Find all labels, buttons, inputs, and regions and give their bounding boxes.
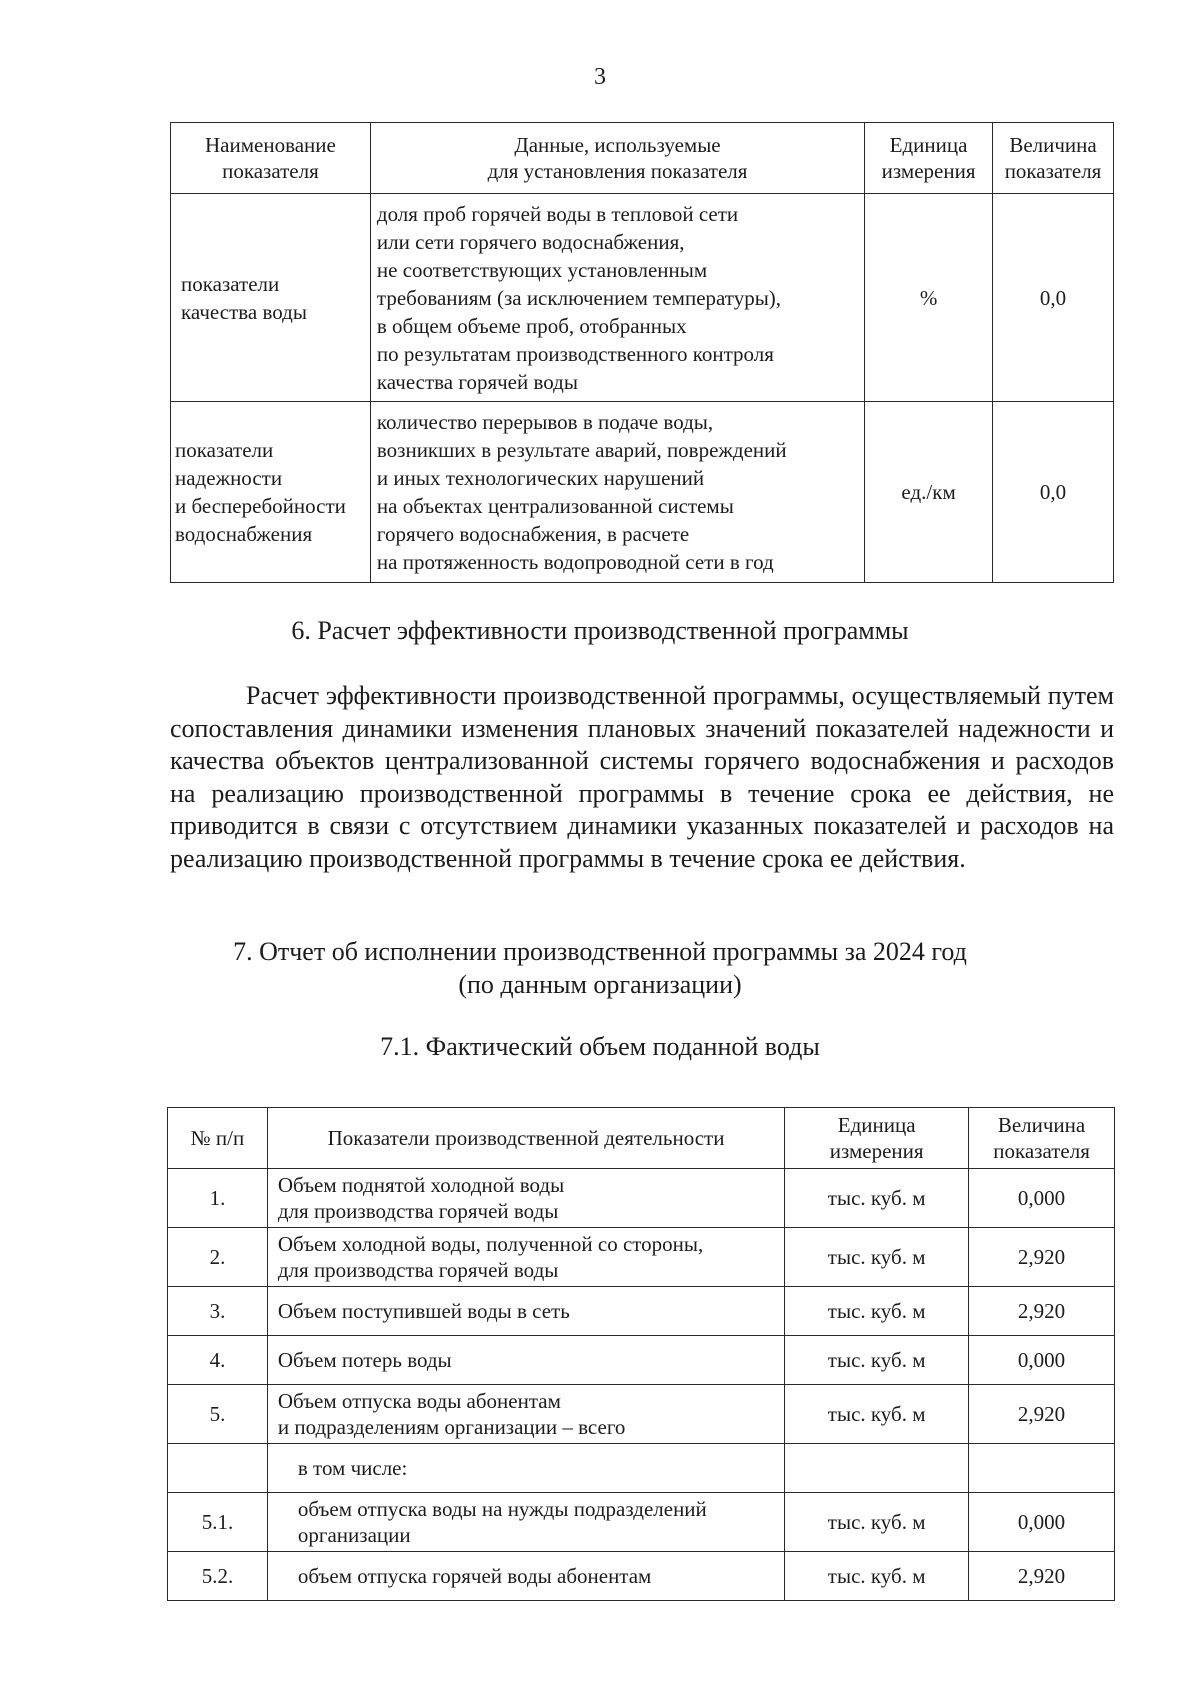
row-value: 0,000 (969, 1169, 1115, 1228)
row-indicator: Объем холодной воды, полученной со стороны, для производства горячей воды (267, 1228, 784, 1287)
indicator-data: количество перерывов в подаче воды, возникших в результате аварий, повреждений и иных технологических нарушений на объектах централизованной системы горячего водоснабжения, в расчете на протяженность водопроводной сети в год (370, 402, 864, 583)
header-unit: Единица измерения (785, 1108, 969, 1169)
table-row (171, 194, 1114, 402)
indicator-data: доля проб горячей воды в тепловой сети или сети горячего водоснабжения, не соответствующих установленным требованиям (за исключением температуры), в общем объеме проб, отобранных по результатам производственного контроля качества горячей воды (370, 194, 864, 402)
section-7-1-heading: 7.1. Фактический объем поданной воды (380, 1032, 820, 1061)
row-number: 2. (168, 1228, 268, 1287)
row-indicator: Объем поступившей воды в сеть (267, 1287, 784, 1336)
table-row (168, 1552, 1115, 1601)
row-number (168, 1444, 268, 1493)
table-header-row (171, 123, 1114, 194)
row-indicator: в том числе: (267, 1444, 784, 1493)
row-number: 5.1. (168, 1493, 268, 1552)
row-value: 0,000 (969, 1493, 1115, 1552)
section-6-heading: 6. Расчет эффективности производственной программы (291, 616, 909, 645)
header-indicator-name: Наименование показателя (171, 123, 371, 194)
row-value: 2,920 (969, 1552, 1115, 1601)
quality-indicators-table (170, 122, 1114, 583)
page-number: 3 (594, 64, 606, 90)
row-unit: тыс. куб. м (785, 1169, 969, 1228)
indicator-name: показатели надежности и бесперебойности водоснабжения (171, 402, 371, 583)
table-header-row (168, 1108, 1115, 1169)
indicator-unit: ед./км (865, 402, 993, 583)
row-unit: тыс. куб. м (785, 1552, 969, 1601)
row-indicator: Объем поднятой холодной воды для производства горячей воды (267, 1169, 784, 1228)
table-row (168, 1169, 1115, 1228)
row-value: 2,920 (969, 1228, 1115, 1287)
header-value: Величина показателя (969, 1108, 1115, 1169)
table-row (171, 402, 1114, 583)
indicator-value: 0,0 (993, 402, 1114, 583)
row-number: 1. (168, 1169, 268, 1228)
row-value: 2,920 (969, 1385, 1115, 1444)
row-unit: тыс. куб. м (785, 1228, 969, 1287)
row-number: 3. (168, 1287, 268, 1336)
table-row (168, 1287, 1115, 1336)
row-indicator: Объем потерь воды (267, 1336, 784, 1385)
table-row (168, 1493, 1115, 1552)
table-row (168, 1228, 1115, 1287)
row-number: 5.2. (168, 1552, 268, 1601)
row-indicator: объем отпуска горячей воды абонентам (267, 1552, 784, 1601)
row-indicator: Объем отпуска воды абонентам и подразделениям организации – всего (267, 1385, 784, 1444)
row-unit: тыс. куб. м (785, 1385, 969, 1444)
row-value: 2,920 (969, 1287, 1115, 1336)
row-value (969, 1444, 1115, 1493)
table-row (168, 1444, 1115, 1493)
row-number: 4. (168, 1336, 268, 1385)
section-7-heading-subtitle: (по данным организации) (458, 970, 742, 999)
header-value: Величина показателя (993, 123, 1114, 194)
row-unit: тыс. куб. м (785, 1336, 969, 1385)
header-unit: Единица измерения (865, 123, 993, 194)
row-value: 0,000 (969, 1336, 1115, 1385)
table-row (168, 1336, 1115, 1385)
row-unit (785, 1444, 969, 1493)
section-7-heading: 7. Отчет об исполнении производственной программы за 2024 год (233, 937, 967, 966)
indicator-value: 0,0 (993, 194, 1114, 402)
indicator-unit: % (865, 194, 993, 402)
header-indicator-data: Данные, используемые для установления показателя (370, 123, 864, 194)
header-number: № п/п (168, 1108, 268, 1169)
row-unit: тыс. куб. м (785, 1287, 969, 1336)
indicator-name: показатели качества воды (171, 194, 371, 402)
section-6-paragraph: Расчет эффективности производственной программы, осуществляемый путем сопоставления динамики изменения плановых значений показателей надежности и качества объектов централизованной системы горячего водоснабжения и расходов на реализацию производственной программы в течение срока ее действия, не приводится в связи с отсутствием динамики указанных показателей и расходов на реализацию производственной программы в течение срока ее действия. (170, 681, 1114, 873)
row-number: 5. (168, 1385, 268, 1444)
table-row (168, 1385, 1115, 1444)
row-indicator: объем отпуска воды на нужды подразделений организации (267, 1493, 784, 1552)
water-volume-table (167, 1107, 1115, 1601)
header-indicator: Показатели производственной деятельности (267, 1108, 784, 1169)
row-unit: тыс. куб. м (785, 1493, 969, 1552)
